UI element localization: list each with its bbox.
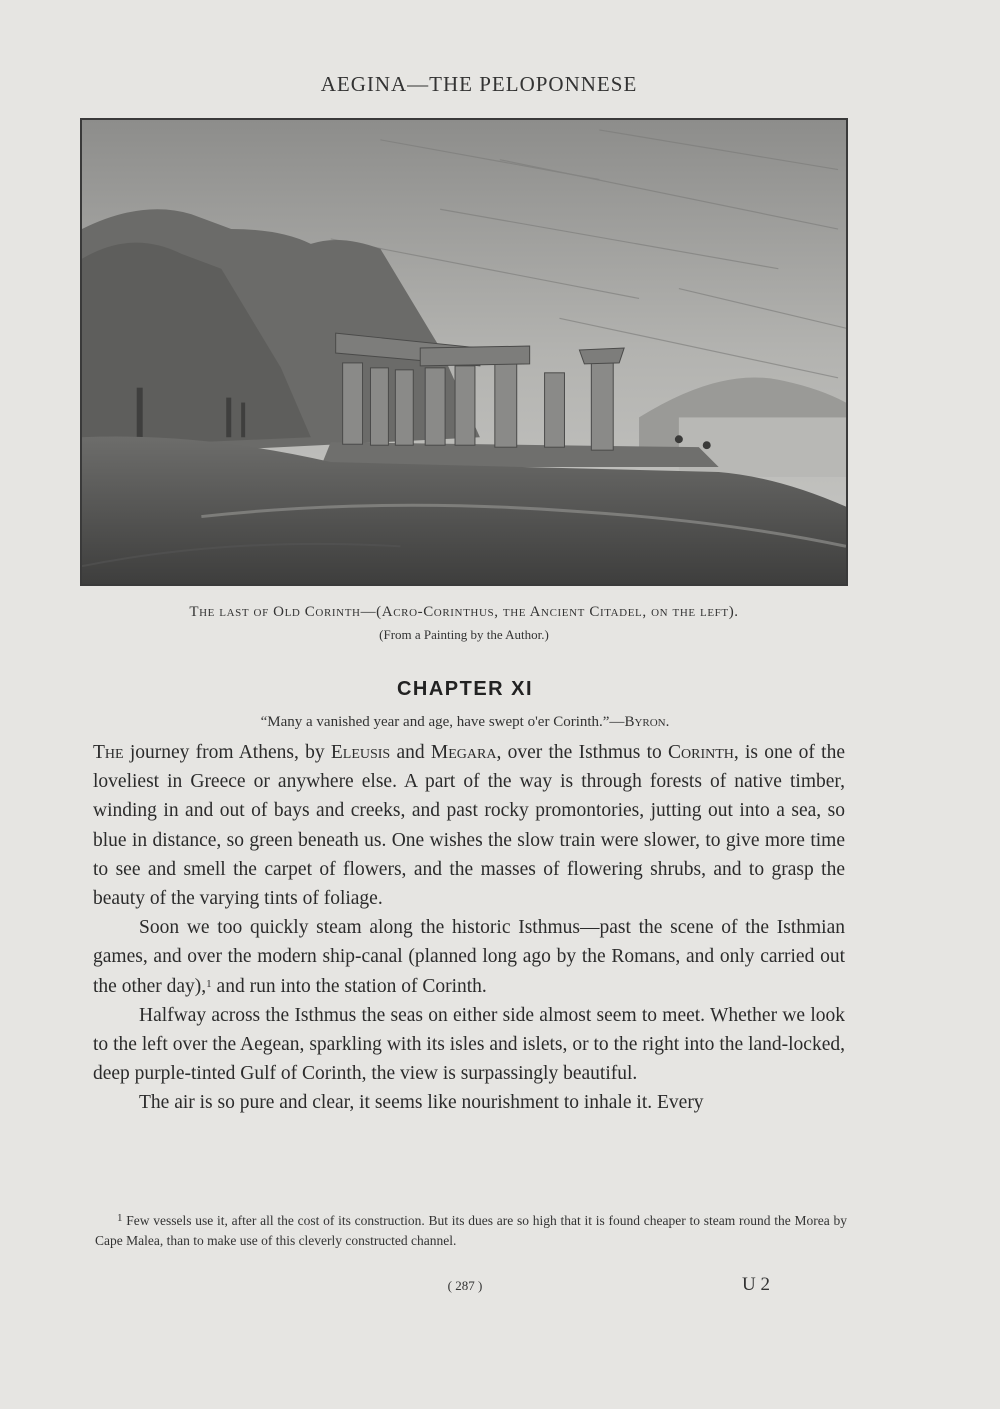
- page-number: ( 287 ): [447, 1278, 483, 1293]
- footnote: [95, 1211, 847, 1250]
- chapter-heading: CHAPTER XI: [396, 678, 534, 700]
- paragraph-1: [93, 738, 845, 913]
- paragraph-2-text-a: Soon we too quickly steam along the historic Isthmus—past the scene of the Isthmian games, and over the modern ship-canal (planned long ago by the Romans, and only carried out the other day),: [93, 917, 845, 997]
- footnote-marker: 1: [117, 1212, 123, 1224]
- signature-mark: U 2: [742, 1274, 770, 1295]
- footnote-line: [95, 1211, 847, 1250]
- illustration-caption: The last of Old Corinth—(Acro-Corinthus, the Ancient Citadel, on the left).: [189, 604, 739, 620]
- place-corinth: Corinth: [668, 742, 734, 763]
- place-eleusis: Eleusis: [330, 742, 391, 763]
- place-megara: Megara: [430, 742, 497, 763]
- paragraph-2: [93, 913, 845, 1001]
- illustration-credit: (From a Painting by the Author.): [379, 627, 549, 642]
- paragraph-3: Halfway across the Isthmus the seas on either side almost seem to meet. Whether we look to the left over the Aegean, sparkling with its isles and islets, or to the right into the land-locked, deep purple-tinted Gulf of Corinth, the view is surpassingly beautiful.: [93, 1004, 845, 1085]
- paragraph-1-text-a: journey from Athens, by: [123, 742, 331, 763]
- footnote-text: Few vessels use it, after all the cost of its construction. But its dues are so high that it is found cheaper to steam round the Morea by Cape Malea, than to make use of this cleverly constructed channel.: [95, 1213, 847, 1248]
- paragraph-lead-word: The: [93, 742, 124, 763]
- paragraph-1-conjunction: and: [390, 742, 431, 763]
- footnote-reference[interactable]: 1: [206, 977, 212, 990]
- epigraph-quote: “Many a vanished year and age, have swept o'er Corinth.”—: [260, 714, 625, 730]
- epigraph-author: Byron.: [624, 714, 670, 730]
- paragraph-1-text-c: , is one of the loveliest in Greece or anywhere else. A part of the way is through forests of native timber, winding in and out of bays and creeks, and past rocky promontories, jutting out into a sea, so blue in distance, so green beneath us. One wishes the slow train were slower, to give more time to see and smell the carpet of flowers, and the masses of flowering shrubs, and to grasp the beauty of the varying tints of foliage.: [93, 742, 846, 910]
- paragraph-2-text-b: and run into the station of Corinth.: [211, 975, 487, 997]
- epigraph: [0, 714, 930, 731]
- temple-painting-image: [82, 120, 846, 584]
- paragraph-1-text-b: , over the Isthmus to: [496, 742, 668, 763]
- running-title: AEGINA—THE PELOPONNESE: [320, 72, 638, 96]
- paragraph-4: The air is so pure and clear, it seems like nourishment to inhale it. Every: [139, 1092, 704, 1114]
- chapter-body: [93, 738, 845, 1118]
- illustration-corinth-temple: [80, 118, 848, 586]
